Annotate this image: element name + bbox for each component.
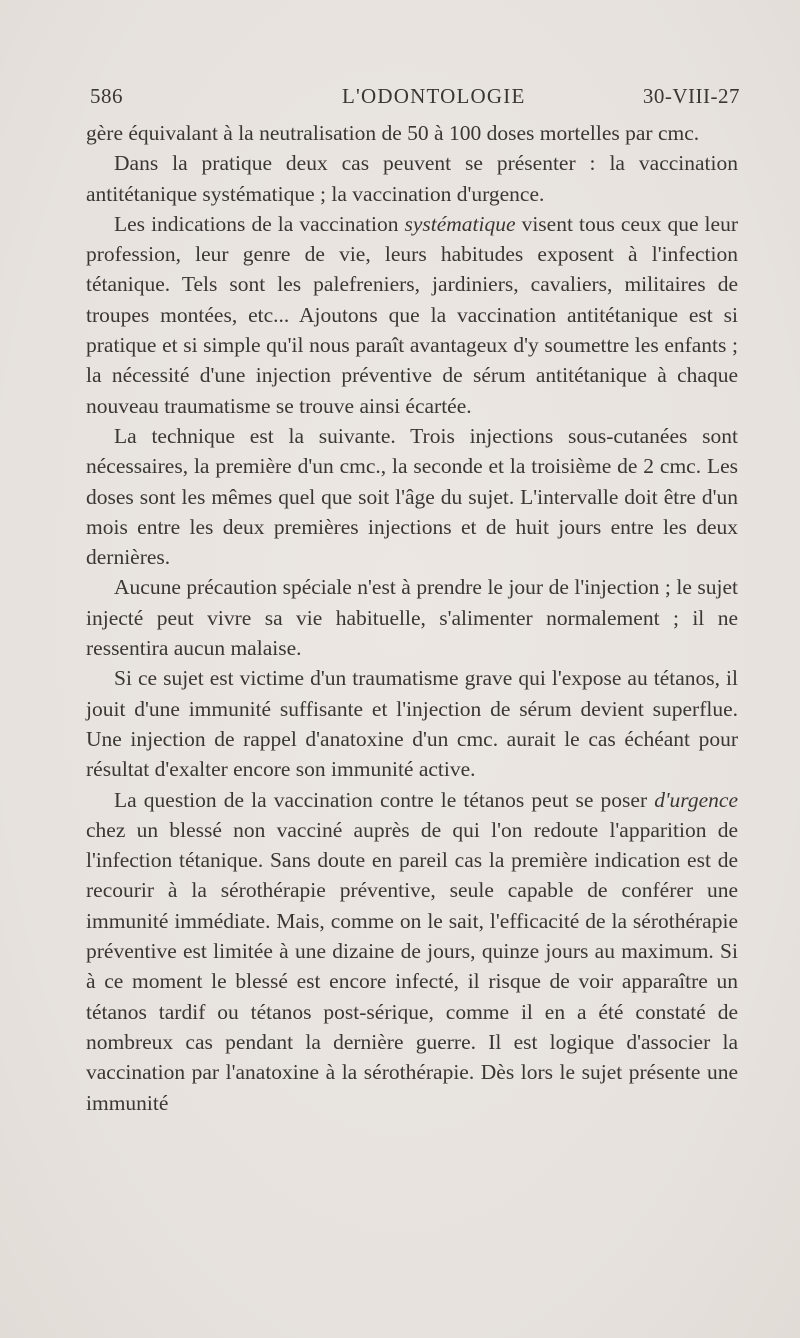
text-run: La technique est la suivante. Trois injections sous-cutanées sont nécessaires, la première d'un cmc., la seconde et la troisième de 2 cmc. Les doses sont les mêmes quel que soit l'âge du sujet. L'intervalle doit être d'un mois entre les deux premières injections et de huit jours entre les deux dernières.	[86, 423, 738, 570]
emphasis-urgence: d'urgence	[654, 787, 738, 812]
paragraph	[86, 572, 738, 663]
text-run: Les indications de la vaccination	[114, 211, 405, 236]
paragraph	[86, 421, 738, 572]
text-run: La question de la vaccination contre le tétanos peut se poser	[114, 787, 655, 812]
paragraph	[86, 118, 738, 148]
text-run: chez un blessé non vacciné auprès de qui l'on redoute l'apparition de l'infection tétanique. Sans doute en pareil cas la première indication est de recourir à la sérothérapie préventive, seule capable de conférer une immunité immédiate. Mais, comme on le sait, l'efficacité de la sérothérapie préventive est limitée à une dizaine de jours, quinze jours au maximum. Si à ce moment le blessé est encore infecté, il risque de voir apparaître un tétanos tardif ou tétanos post-sérique, comme il en a été constaté de nombreux cas pendant la dernière guerre. Il est logique d'associer la vaccination par l'anatoxine à la sérothérapie. Dès lors le sujet présente une immunité	[86, 817, 738, 1115]
emphasis-systematique: systématique	[404, 211, 516, 236]
paragraph	[86, 209, 738, 421]
issue-date: 30-VIII-27	[642, 84, 740, 108]
text-run: visent tous ceux que leur profession, leur genre de vie, leurs habitudes exposent à l'infection tétanique. Tels sont les palefreniers, jardiniers, cavaliers, militaires de troupes montées, etc... Ajoutons que la vaccination antitétanique est si pratique et si simple qu'il nous paraît avantageux d'y soumettre les enfants ; la nécessité d'une injection préventive de sérum antitétanique à chaque nouveau traumatisme se trouve ainsi écartée.	[86, 211, 738, 418]
paragraph	[86, 148, 738, 209]
journal-title: L'ODONTOLOGIE	[342, 84, 526, 108]
page-number: 586	[90, 84, 123, 108]
text-run: Dans la pratique deux cas peuvent se présenter : la vaccination antitétanique systématique ; la vaccination d'urgence.	[86, 151, 738, 206]
paragraph	[86, 663, 738, 784]
paragraph	[86, 785, 738, 1118]
text-run: Aucune précaution spéciale n'est à prendre le jour de l'injection ; le sujet injecté peut vivre sa vie habituelle, s'alimenter normalement ; il ne ressentira aucun malaise.	[86, 575, 738, 661]
running-header	[90, 84, 740, 114]
text-run: Si ce sujet est victime d'un traumatisme grave qui l'expose au tétanos, il jouit d'une immunité suffisante et l'injection de sérum devient superflue. Une injection de rappel d'anatoxine d'un cmc. aurait le cas échéant pour résultat d'exalter encore son immunité active.	[86, 666, 738, 782]
text-run: gère équivalant à la neutralisation de 50 à 100 doses mortelles par cmc.	[86, 121, 700, 145]
article-body	[86, 118, 738, 1118]
